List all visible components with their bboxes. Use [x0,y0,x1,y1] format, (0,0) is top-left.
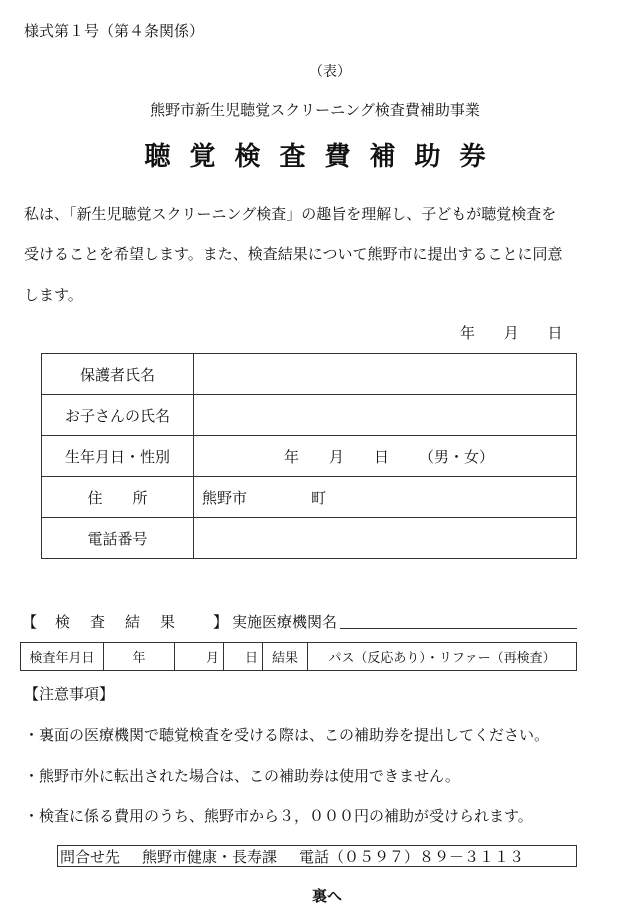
table-row [42,477,577,518]
contact-label: 問合せ先 [60,847,121,866]
program-name: 熊野市新生児聴覚スクリーニング検査費補助事業 [150,101,480,119]
exam-month[interactable]: 月 [175,643,224,671]
facility-name-field[interactable] [340,628,577,629]
table-row [42,395,577,436]
note-item-2: ・熊野市外に転出された場合は、この補助券は使用できません。 [24,767,460,785]
consent-date: 年 月 日 [460,324,563,342]
child-name-field[interactable] [194,395,577,436]
table-row [42,354,577,395]
child-name-label: お子さんの氏名 [42,395,194,436]
guardian-name-label: 保護者氏名 [42,354,194,395]
birth-day-label: 日 [374,447,390,466]
phone-label: 電話番号 [42,518,194,559]
result-heading-close: 】 [213,613,229,631]
result-heading-open: 【 [22,613,38,631]
result-label: 結果 [263,643,308,671]
exam-day[interactable]: 日 [224,643,263,671]
form-number: 様式第１号（第４条関係） [24,22,205,40]
facility-label: 実施医療機関名 [232,613,338,631]
table-row [42,436,577,477]
consent-line-3: します。 [24,286,83,304]
result-heading-text: 検査結果 [55,613,196,631]
address-town-suffix: 町 [311,488,327,507]
address-label: 住 所 [42,477,194,518]
address-city: 熊野市 [202,488,248,507]
table-row [21,643,577,671]
table-row [42,518,577,559]
birth-month-label: 月 [328,447,344,466]
note-item-1: ・裏面の医療機関で聴覚検査を受ける際は、この補助券を提出してください。 [24,726,550,744]
note-item-3: ・検査に係る費用のうち、熊野市から３，０００円の補助が受けられます。 [24,807,533,825]
consent-line-1: 私は、「新生児聴覚スクリーニング検査」の趣旨を理解し、子どもが聴覚検査を [24,205,557,223]
consent-line-2: 受けることを希望します。また、検査結果について熊野市に提出することに同意 [24,245,563,263]
contact-office: 熊野市健康・長寿課 [142,847,278,866]
exam-year[interactable]: 年 [104,643,175,671]
birthdate-sex-field[interactable] [194,436,577,477]
address-field[interactable] [194,477,577,518]
sex-options: （男・女） [419,447,495,466]
page-title: 聴覚検査費補助券 [144,142,505,172]
birth-year-label: 年 [283,447,299,466]
notes-heading: 【注意事項】 [24,685,115,703]
result-options[interactable]: パス（反応あり）・リファー（再検査） [308,643,577,671]
contact-phone: 電話（０５９７）８９－３１１３ [299,847,525,866]
birthdate-sex-label: 生年月日・性別 [42,436,194,477]
exam-date-label: 検査年月日 [21,643,104,671]
side-indicator: （表） [309,64,351,80]
guardian-name-field[interactable] [194,354,577,395]
back-side-indicator: 裏へ [311,887,342,905]
phone-field[interactable] [194,518,577,559]
result-heading [22,611,228,632]
contact-box [57,845,577,867]
guardian-info-table [41,353,577,559]
result-table [20,642,577,671]
